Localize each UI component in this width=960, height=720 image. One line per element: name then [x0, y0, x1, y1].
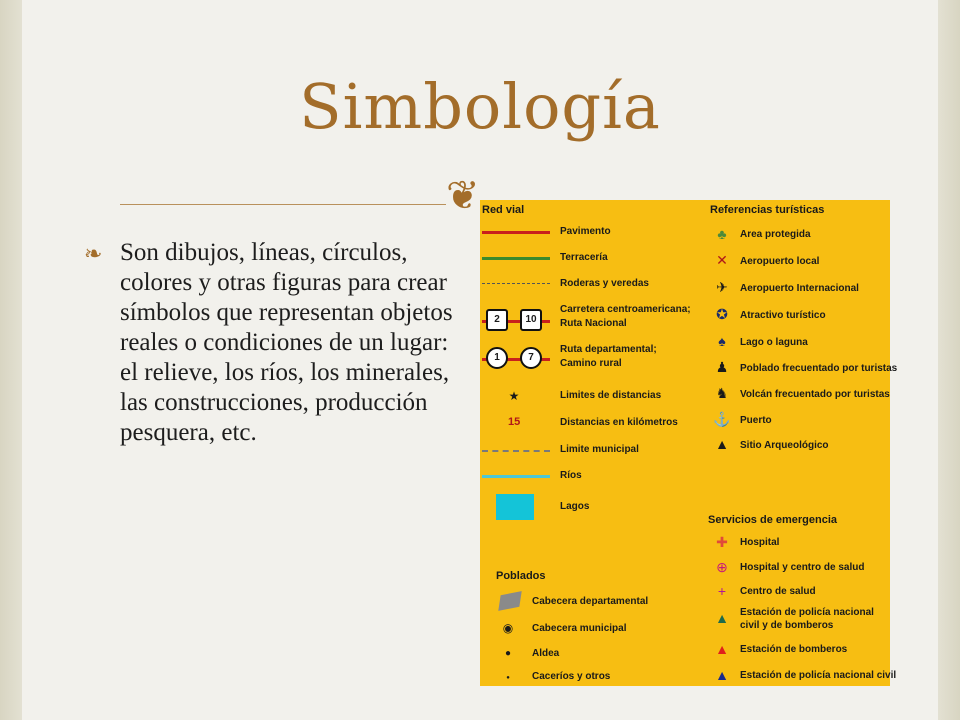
- legend-emergency-item: civil y de bomberos: [740, 620, 834, 631]
- legend-tourist-item: Lago o laguna: [740, 337, 808, 348]
- legend-road-item: Ruta Nacional: [560, 318, 627, 329]
- department-capital-shape: [498, 591, 521, 611]
- municipal-limit-line: [482, 450, 550, 452]
- legend-road-item: Lagos: [560, 501, 590, 512]
- police-fire-icon: ▲: [715, 610, 729, 626]
- body-paragraph: Son dibujos, líneas, círculos, colores y otras figuras para crear símbolos que representan objetos reales o condiciones de un lugar: el relieve, los ríos, los minerales, las construcciones, producción pesquera, etc.: [120, 239, 453, 446]
- slide-body: [84, 238, 460, 448]
- legend-road-item: Pavimento: [560, 226, 611, 237]
- legend-emergency-item: Centro de salud: [740, 586, 816, 597]
- legend-tourist-item: Atractivo turístico: [740, 310, 826, 321]
- legend-tourist-item: Aeropuerto local: [740, 256, 820, 267]
- emergency-heading: Servicios de emergencia: [708, 514, 838, 526]
- tree-icon: ♣: [717, 226, 727, 242]
- trail-line: [482, 283, 550, 284]
- pavement-line: [482, 231, 550, 234]
- legend-tourist-item: Poblado frecuentado por turistas: [740, 363, 898, 374]
- hiker-icon: ♟: [715, 359, 729, 375]
- legend-town-item: Cabecera departamental: [532, 596, 649, 607]
- legend-road-item: Ruta departamental;: [560, 344, 657, 355]
- legend-tourist-item: Sitio Arqueológico: [740, 440, 829, 451]
- volcano-hiker-icon: ♞: [715, 385, 729, 401]
- star-icon: ★: [508, 389, 520, 403]
- local-airport-icon: ✕: [716, 252, 728, 268]
- lake-icon: ♠: [718, 333, 726, 349]
- river-line: [482, 475, 550, 478]
- route-badge: 7: [520, 347, 542, 369]
- bullet-icon: ❧: [84, 242, 103, 267]
- legend-road-item: Roderas y veredas: [560, 278, 649, 289]
- legend-town-item: Cabecera municipal: [532, 623, 627, 634]
- hamlet-dot-icon: ●: [506, 675, 510, 681]
- legend-road-item: Limite municipal: [560, 444, 639, 455]
- route-badge: 10: [520, 309, 542, 331]
- legend-tourist-item: Aeropuerto Internacional: [740, 283, 859, 294]
- airplane-icon: ✈: [716, 279, 728, 295]
- tourist-heading: Referencias turísticas: [710, 204, 825, 216]
- legend-road-item: Distancias en kilómetros: [560, 417, 678, 428]
- village-dot-icon: ●: [504, 648, 512, 659]
- legend-road-item: Ríos: [560, 470, 582, 481]
- legend-emergency-item: Estación de bomberos: [740, 644, 848, 655]
- legend-road-item: Terracería: [560, 252, 608, 263]
- legend-emergency-item: Estación de policía nacional: [740, 607, 874, 618]
- dirt-road-line: [482, 257, 550, 260]
- towns-heading: Poblados: [496, 570, 546, 582]
- road-heading: Red vial: [482, 204, 525, 216]
- legend-tourist-item: Puerto: [740, 415, 772, 426]
- legend-tourist-item: Area protegida: [740, 229, 811, 240]
- police-station-icon: ▲: [715, 667, 729, 683]
- legend-town-item: Aldea: [532, 648, 560, 659]
- legend-emergency-item: Hospital y centro de salud: [740, 562, 865, 573]
- title-divider: [120, 204, 446, 205]
- clinic-plus-icon: +: [717, 583, 727, 599]
- legend-town-item: Caceríos y otros: [532, 671, 611, 682]
- attraction-icon: ✪: [716, 306, 728, 322]
- distance-number: 15: [508, 416, 521, 428]
- slide-title: Simbología: [299, 70, 661, 143]
- legend-emergency-item: Hospital: [740, 537, 780, 548]
- health-center-plus-icon: ⊕: [716, 559, 728, 575]
- municipal-capital-icon: ◉: [502, 621, 514, 635]
- legend-road-item: Camino rural: [560, 358, 622, 369]
- anchor-icon: ⚓: [713, 411, 731, 427]
- route-badge: 1: [486, 347, 508, 369]
- lake-swatch: [496, 494, 534, 520]
- fire-station-icon: ▲: [715, 641, 729, 657]
- hospital-cross-icon: ✚: [716, 534, 728, 550]
- route-badge: 2: [486, 309, 508, 331]
- legend-road-item: Carretera centroamericana;: [560, 304, 691, 315]
- legend-emergency-item: Estación de policía nacional civil: [740, 670, 897, 681]
- legend-road-item: Limites de distancias: [560, 390, 662, 401]
- decorative-flourish-icon: ❦: [446, 173, 480, 219]
- map-legend-image: [480, 200, 898, 686]
- legend-tourist-item: Volcán frecuentado por turistas: [740, 389, 890, 400]
- pyramid-icon: ▲: [715, 436, 729, 452]
